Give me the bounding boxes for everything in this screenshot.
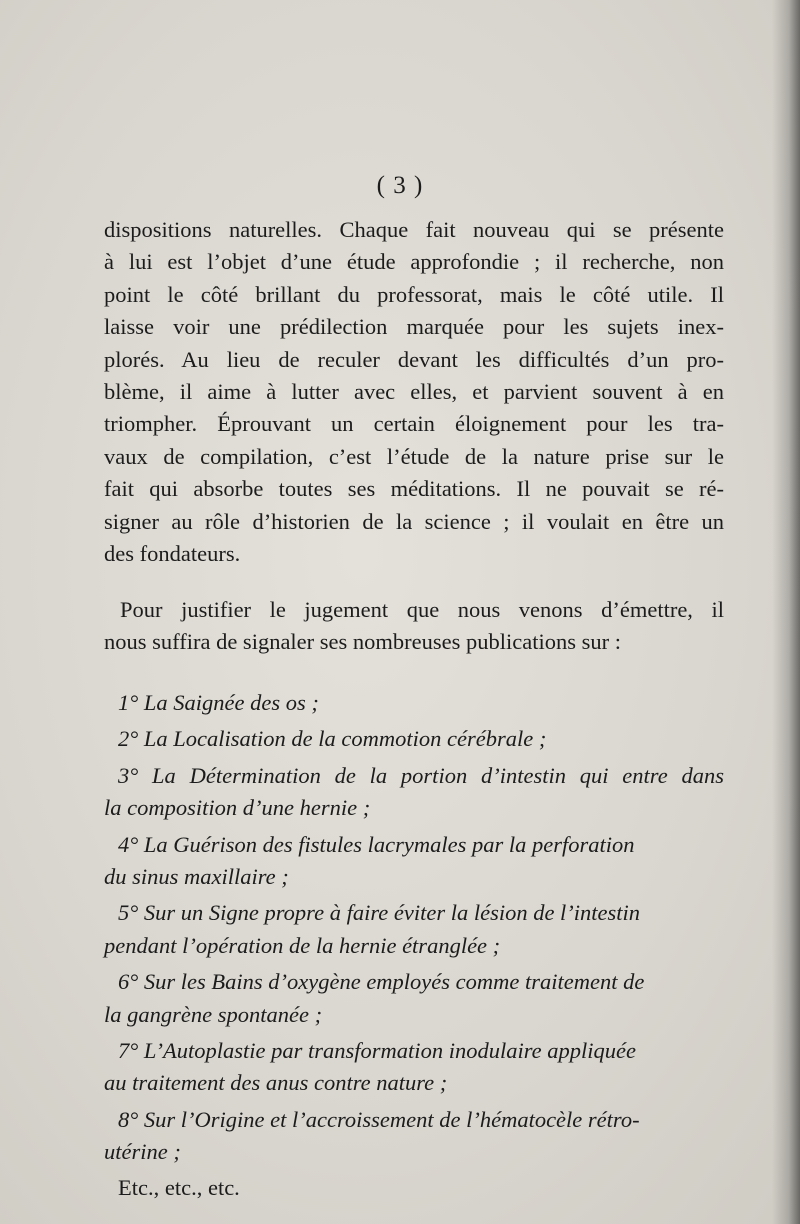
publication-text: 8° Sur l’Origine et l’accroissement de l’hématocèle rétro- <box>118 1106 640 1132</box>
text-line: des fondateurs. <box>104 540 241 566</box>
paragraph-1 <box>104 214 724 570</box>
text-line: blème, il aime à lutter avec elles, et parvient souvent à en <box>104 378 724 404</box>
publication-text: 4° La Guérison des fistules lacrymales par la perforation <box>118 831 635 857</box>
publication-text: 6° Sur les Bains d’oxygène employés comme traitement de <box>118 969 645 995</box>
publication-item <box>104 723 724 755</box>
text-line: dispositions naturelles. Chaque fait nouveau qui se présente <box>104 217 724 242</box>
text-line: vaux de compilation, c’est l’étude de la nature prise sur le <box>104 443 724 469</box>
publication-item <box>104 1035 724 1067</box>
page-number: ( 3 ) <box>376 172 424 199</box>
publication-item <box>104 687 724 719</box>
closing-text: Etc., etc., etc. <box>118 1175 240 1201</box>
paragraph-2 <box>104 594 724 659</box>
publication-item <box>104 829 724 861</box>
text-line: point le côté brillant du professorat, mais le côté utile. Il <box>104 281 724 307</box>
publication-text: 2° La Localisation de la commotion cérébrale ; <box>118 726 547 752</box>
publication-text: 5° Sur un Signe propre à faire éviter la lésion de l’intestin <box>118 900 641 926</box>
publication-text: la gangrène spontanée ; <box>104 1001 323 1027</box>
text-line: triompher. Éprouvant un certain éloignement pour les tra- <box>104 411 724 437</box>
text-line: plorés. Au lieu de reculer devant les difficultés d’un pro- <box>104 346 724 372</box>
text-line: nous suffira de signaler ses nombreuses publications sur : <box>104 629 621 655</box>
publication-text: 3° La Détermination de la portion d’intestin qui entre dans <box>118 762 724 788</box>
text-line: fait qui absorbe toutes ses méditations. Il ne pouvait se ré- <box>104 476 724 502</box>
publication-text: pendant l’opération de la hernie étranglée ; <box>104 932 501 958</box>
publication-item <box>104 966 724 998</box>
publication-text: au traitement des anus contre nature ; <box>104 1070 448 1096</box>
publication-text: 7° L’Autoplastie par transformation inodulaire appliquée <box>118 1037 636 1063</box>
publication-text: 1° La Saignée des os ; <box>118 690 319 715</box>
publication-text: la composition d’une hernie ; <box>104 795 371 821</box>
publication-text: utérine ; <box>104 1139 181 1165</box>
publication-list <box>104 687 724 1205</box>
text-line: Pour justifier le jugement que nous venons d’émettre, il <box>120 597 724 622</box>
text-line: signer au rôle d’historien de la science ; il voulait en être un <box>104 508 724 534</box>
publication-item <box>104 1104 724 1136</box>
text-line: à lui est l’objet d’une étude approfondie ; il recherche, non <box>104 249 724 275</box>
publication-item <box>104 897 724 929</box>
text-line: laisse voir une prédilection marquée pour les sujets inex- <box>104 314 724 340</box>
publication-text: du sinus maxillaire ; <box>104 863 289 889</box>
publication-item <box>104 760 724 792</box>
